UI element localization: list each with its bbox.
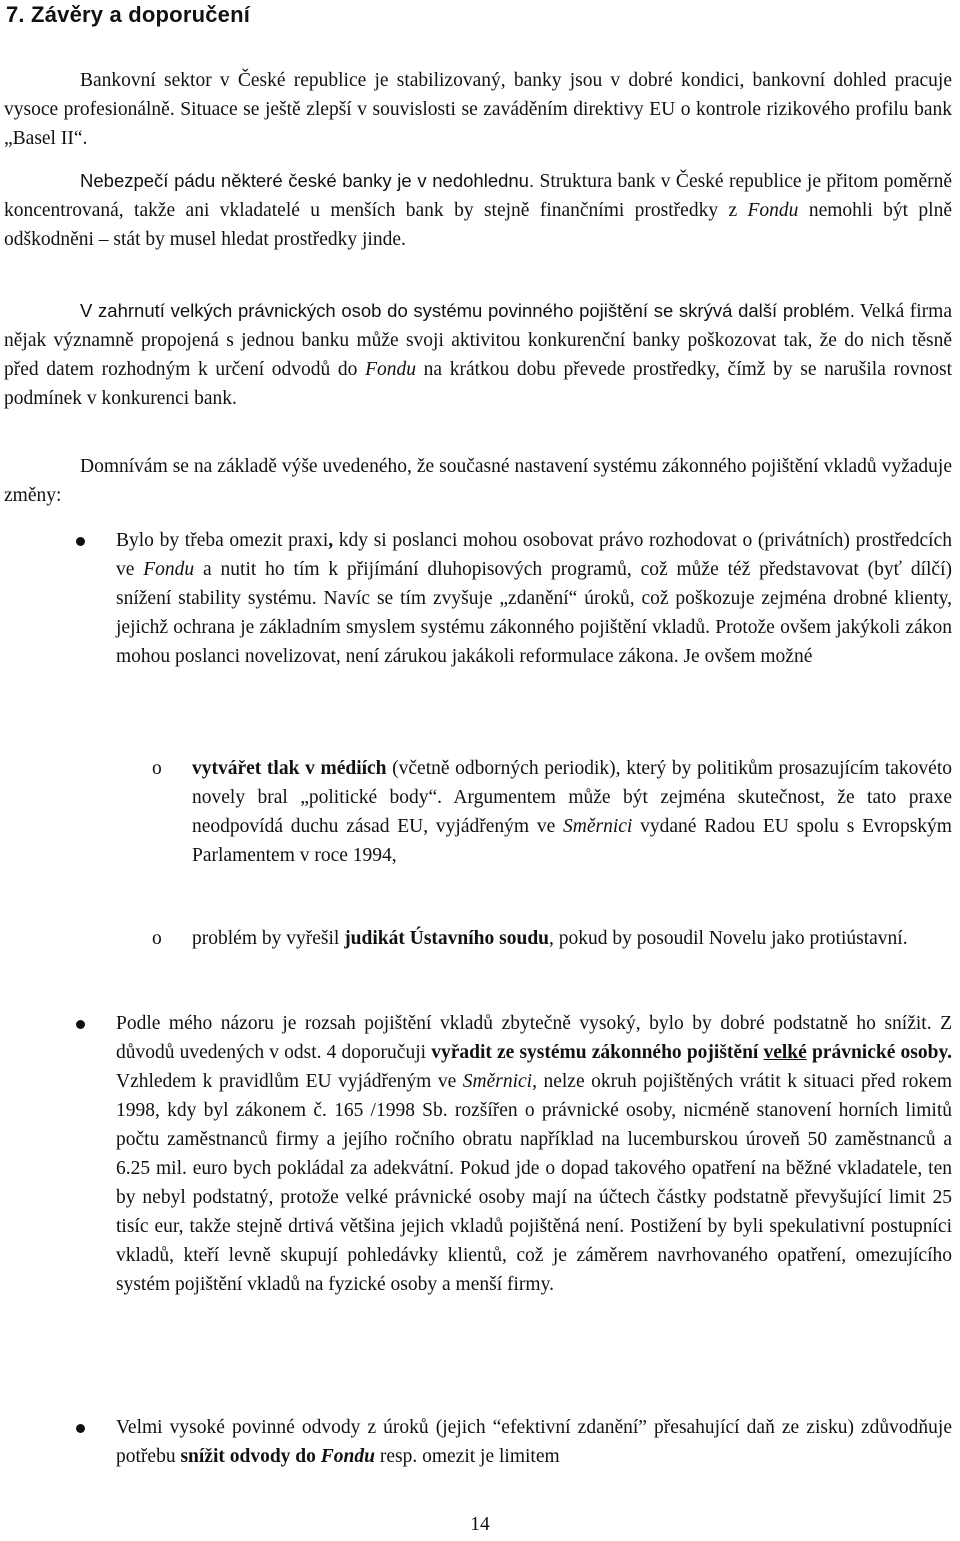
fondu-italic: Fondu bbox=[747, 200, 799, 221]
paragraph-3-text: Velká firma nějak významně propojená s jednou banku může svoji aktivitou konkurenční banky poškozovat tak, že do nich těsně před datem rozhodným k určení odvodů do bbox=[4, 301, 952, 380]
sub-1-text-2: vydané Radou EU spolu s Evropským Parlamentem v roce 1994, bbox=[192, 816, 952, 866]
bullet-2-bold: vyřadit ze systému zákonného pojištění bbox=[431, 1042, 764, 1063]
bullet-item-1 bbox=[116, 526, 952, 671]
fondu-italic: Fondu bbox=[143, 559, 195, 580]
bullet-2-bold-2: právnické osoby. bbox=[806, 1042, 952, 1063]
paragraph-2-lead: Nebezpečí pádu některé české banky je v nedohlednu. bbox=[80, 170, 535, 191]
sub-2-text-2: , pokud by posoudil Novelu jako protiústavní. bbox=[549, 928, 908, 949]
bullet-marker bbox=[76, 1424, 85, 1433]
sub-2-text: problém by vyřešil bbox=[192, 928, 345, 949]
bullet-3-bold: snížit odvody do bbox=[180, 1446, 321, 1467]
paragraph-2-text: Struktura bank v České republice je přitom poměrně koncentrovaná, takže ani vkladatelé u menších bank by stejně finančními prostředky z bbox=[4, 171, 953, 221]
paragraph-4 bbox=[4, 452, 952, 510]
sub-bullet-marker: o bbox=[152, 758, 162, 779]
bullet-1-text: Bylo by třeba omezit praxi bbox=[116, 530, 329, 551]
sub-item-2 bbox=[192, 924, 952, 953]
bullet-2-text: Podle mého názoru je rozsah pojištění vkladů zbytečně vysoký, bylo by dobré podstatně ho snížit. Z důvodů uvedených v odst. 4 doporučuji bbox=[116, 1013, 952, 1063]
sub-1-bold: vytvářet tlak v médiích bbox=[192, 758, 387, 779]
page-number: 14 bbox=[470, 1514, 490, 1535]
bullet-item-2 bbox=[116, 1009, 952, 1299]
bullet-3-bold-italic: Fondu bbox=[320, 1446, 375, 1467]
sub-item-1 bbox=[192, 754, 952, 870]
bullet-1-text-2: kdy si poslanci mohou osobovat právo rozhodovat o (privátních) prostředcích ve bbox=[116, 530, 952, 580]
bullet-1-comma: , bbox=[328, 530, 334, 551]
sub-1-text: (včetně odborných periodik), který by politikům prosazujícím takovéto novely bral „politické body“. Argumentem může být zejména skutečnost, že tato praxe neodpovídá duchu zásad EU, vyjádřeným ve bbox=[192, 758, 952, 837]
paragraph-2 bbox=[4, 166, 952, 254]
sub-bullet-marker: o bbox=[152, 928, 162, 949]
bullet-marker bbox=[76, 537, 85, 546]
smernici-italic: Směrnici, bbox=[462, 1071, 537, 1092]
bullet-item-3 bbox=[116, 1413, 952, 1471]
paragraph-2-text-end: nemohli být plně odškodněni – stát by musel hledat prostředky jinde. bbox=[4, 200, 952, 250]
smernici-italic: Směrnici bbox=[563, 816, 633, 837]
paragraph-1-text: Bankovní sektor v České republice je stabilizovaný, banky jsou v dobré kondici, bankovní dohled pracuje vysoce profesionálně. Situace se ještě zlepší v souvislosti se zaváděním direktivy EU o kontrole rizikového profilu bank „Basel II“. bbox=[4, 70, 952, 149]
bullet-2-bold-underline: velké bbox=[763, 1042, 807, 1063]
paragraph-1 bbox=[4, 66, 952, 153]
bullet-3-text-2: resp. omezit je limitem bbox=[374, 1446, 560, 1467]
paragraph-3-text-end: na krátkou dobu převede prostředky, čímž by se narušila rovnost podmínek v konkurenci bank. bbox=[4, 359, 952, 409]
fondu-italic: Fondu bbox=[365, 359, 417, 380]
sub-2-bold: judikát Ústavního soudu bbox=[344, 928, 550, 949]
section-heading: 7. Závěry a doporučení bbox=[6, 2, 251, 27]
paragraph-3 bbox=[4, 296, 952, 413]
bullet-2-text-3: nelze okruh pojištěných vrátit k situaci před rokem 1998, kdy byl zákonem č. 165 /1998 Sb. rozšířen o právnické osoby, nicméně stanovení horních limitů počtu zaměstnanců firmy a jejího ročního obratu například na lucemburskou úroveň 50 zaměstnanců a 6.25 mil. euro bych pokládal za adekvátní. Pokud jde o dopad takového opatření na běžné vkladatele, ten by nebyl podstatný, protože velké právnické osoby mají na účtech částky podstatně převyšující limit 25 tisíc eur, takže stejně drtivá většina jejich vkladů pojištěná není. Postižení by byli spekulativní postupníci vkladů, kteří levně skupují pohledávky klientů, což je záměrem navrhovaného opatření, omezujícího systém pojištění vkladů na fyzické osoby a menší firmy. bbox=[116, 1071, 952, 1295]
bullet-3-text: Velmi vysoké povinné odvody z úroků (jejich “efektivní zdanění” přesahující daň ze zisku) zdůvodňuje potřebu bbox=[116, 1417, 952, 1467]
bullet-marker bbox=[76, 1020, 85, 1029]
bullet-1-text-3: a nutit ho tím k přijímání dluhopisových programů, což může též představovat (byť dílčí) snížení stability systému. Navíc se tím zvyšuje „zdanění“ úroků, což poškozuje zejména drobné klienty, jejichž ochrana je základním smyslem systému zákonného pojištění vkladů. Protože ovšem jakýkoli zákon mohou poslanci novelizovat, není zárukou jakákoli reformulace zákona. Je ovšem možné bbox=[116, 559, 952, 667]
paragraph-3-lead: V zahrnutí velkých právnických osob do systému povinného pojištění se skrývá další problém. bbox=[80, 300, 855, 321]
paragraph-4-text: Domnívám se na základě výše uvedeného, že současné nastavení systému zákonného pojištění vkladů vyžaduje změny: bbox=[4, 456, 952, 506]
bullet-2-text-2: Vzhledem k pravidlům EU vyjádřeným ve bbox=[116, 1071, 463, 1092]
